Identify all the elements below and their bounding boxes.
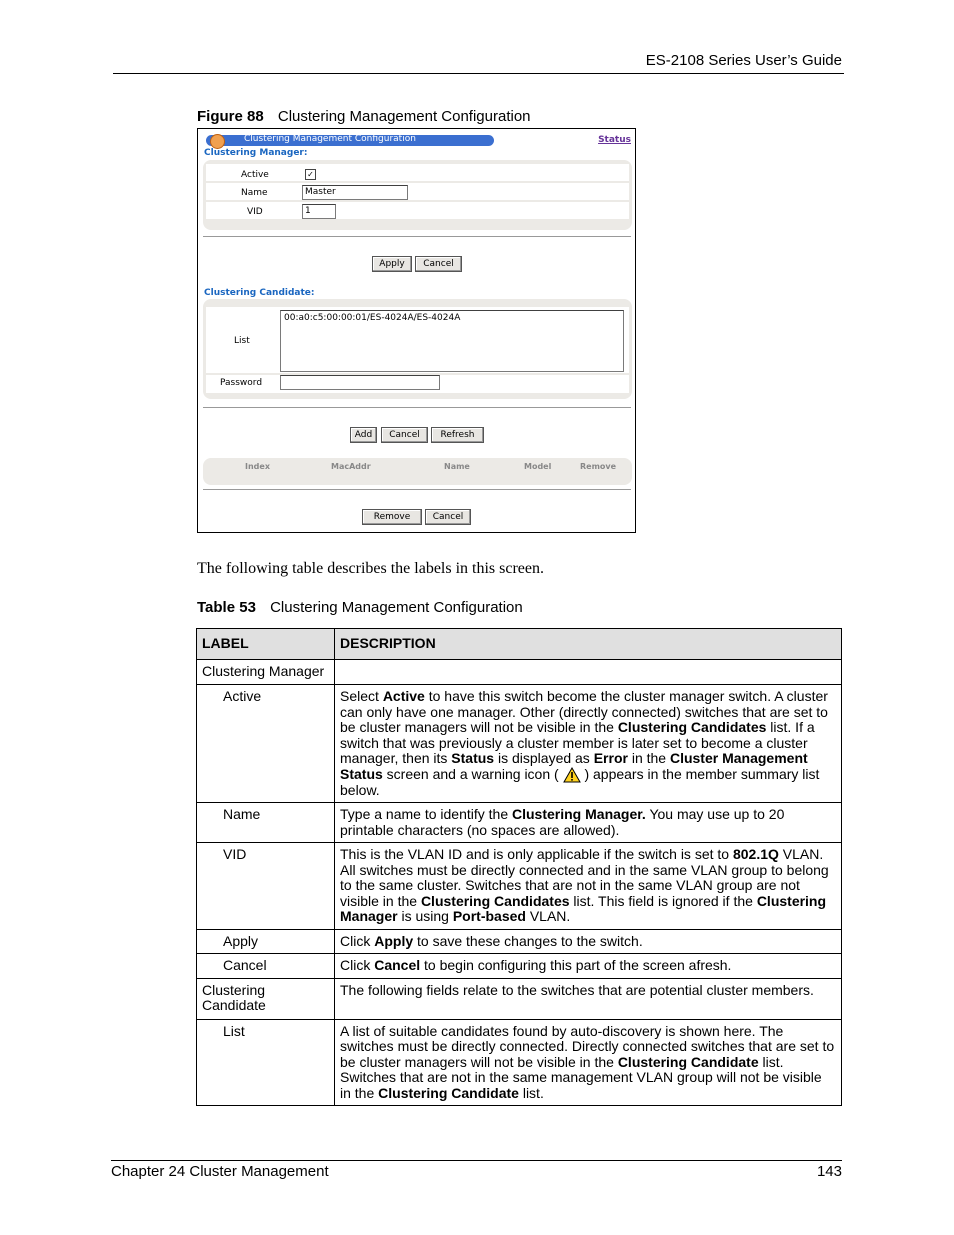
guide-title: ES-2108 Series User’s Guide xyxy=(645,52,842,69)
figure-caption-text: Clustering Management Configuration xyxy=(277,108,531,125)
figure-number: Figure 88 xyxy=(197,108,264,125)
active-checkbox[interactable]: ✓ xyxy=(305,169,316,180)
column-header-model: Model xyxy=(524,462,552,471)
page-number: 143 xyxy=(816,1163,842,1180)
remove-button[interactable]: Remove xyxy=(362,509,422,525)
list-label: List xyxy=(234,336,250,346)
table-row xyxy=(197,978,842,1019)
candidate-listbox[interactable] xyxy=(280,310,624,372)
column-header-index: Index xyxy=(245,462,270,471)
row-label: List xyxy=(197,1019,335,1106)
table-number: Table 53 xyxy=(197,599,256,616)
column-header-macaddr: MacAddr xyxy=(331,462,371,471)
table-row xyxy=(197,1019,842,1106)
active-label: Active xyxy=(241,170,269,180)
title-orb-icon xyxy=(210,134,225,149)
table-row xyxy=(197,803,842,843)
status-link[interactable]: Status xyxy=(598,135,631,145)
row-description: Type a name to identify the Clustering Manager. You may use up to 20 printable characters (no spaces are allowed). xyxy=(335,803,842,843)
table-row xyxy=(197,660,842,685)
divider xyxy=(203,236,631,237)
header-rule xyxy=(113,73,844,74)
add-button[interactable]: Add xyxy=(350,427,377,443)
row-description: Select Active to have this switch become the cluster manager switch. A cluster can only have one manager. Other (directly connected) switches that are set to be cluster managers will not be visible in the Clustering Candidates list. If a switch that was previously a cluster member is later set to become a cluster manager, then its Status is displayed as Error in the Cluster Management Status screen and a warning icon ( ) appears in the member summary list below. xyxy=(335,685,842,803)
password-label: Password xyxy=(220,378,263,388)
table-caption-text: Clustering Management Configuration xyxy=(270,599,523,616)
chapter-title: Chapter 24 Cluster Management xyxy=(111,1163,329,1180)
column-header-name: Name xyxy=(444,462,470,471)
table-row xyxy=(197,685,842,803)
password-input[interactable] xyxy=(280,375,440,390)
row-description: Click Cancel to begin configuring this part of the screen afresh. xyxy=(335,954,842,979)
table-caption xyxy=(197,599,523,616)
name-label: Name xyxy=(241,188,268,198)
column-header-remove: Remove xyxy=(580,462,617,471)
vid-row xyxy=(206,202,629,219)
column-header-label: LABEL xyxy=(197,629,335,660)
row-description: This is the VLAN ID and is only applicable if the switch is set to 802.1Q VLAN. All switches must be directly connected and in the same VLAN group to belong to the same cluster. Switches that are not in the same VLAN group are not visible in the Clustering Candidates list. This field is ignored if the Clustering Manager is using Port-based VLAN. xyxy=(335,843,842,930)
intro-paragraph: The following table describes the labels in this screen. xyxy=(197,560,545,577)
figure-caption xyxy=(197,108,531,125)
label-description-table xyxy=(196,628,842,1106)
row-description: The following fields relate to the switches that are potential cluster members. xyxy=(335,978,842,1019)
row-description: A list of suitable candidates found by auto-discovery is shown here. The switches must be directly connected. Directly connected switches that are set to be cluster managers will not be visible in the Clustering Candidate list. Switches that are not in the same management VLAN group will not be visible in the Clustering Candidate list. xyxy=(335,1019,842,1106)
column-header-description: DESCRIPTION xyxy=(335,629,842,660)
row-label: Name xyxy=(197,803,335,843)
row-label: Active xyxy=(197,685,335,803)
cancel-button[interactable]: Cancel xyxy=(415,256,462,272)
manager-section-title: Clustering Manager: xyxy=(204,148,308,158)
table-row xyxy=(197,929,842,954)
table-row xyxy=(197,843,842,930)
candidate-panel xyxy=(203,299,632,399)
name-row xyxy=(206,183,629,200)
candidate-list-item[interactable]: 00:a0:c5:00:00:01/ES-4024A/ES-4024A xyxy=(284,313,461,323)
vid-input[interactable]: 1 xyxy=(302,204,336,219)
row-description: Click Apply to save these changes to the switch. xyxy=(335,929,842,954)
row-label: VID xyxy=(197,843,335,930)
table-row xyxy=(197,954,842,979)
candidate-section-title: Clustering Candidate: xyxy=(204,288,315,298)
divider xyxy=(203,407,631,408)
clustering-config-screenshot xyxy=(197,128,636,533)
row-description xyxy=(335,660,842,685)
footer-rule xyxy=(111,1160,842,1161)
cancel-button[interactable]: Cancel xyxy=(381,427,428,443)
manager-panel xyxy=(203,160,632,230)
refresh-button[interactable]: Refresh xyxy=(431,427,484,443)
row-label: Cancel xyxy=(197,954,335,979)
title-bar xyxy=(206,135,494,146)
divider xyxy=(203,489,631,490)
member-table-panel xyxy=(203,458,632,485)
row-label: Clustering Candidate xyxy=(197,978,335,1019)
table-header-row xyxy=(197,629,842,660)
active-row xyxy=(206,164,629,181)
vid-label: VID xyxy=(247,207,263,217)
warning-triangle-icon xyxy=(563,767,581,783)
title-bar-text: Clustering Management Configuration xyxy=(244,134,416,144)
row-label: Clustering Manager xyxy=(197,660,335,685)
row-label: Apply xyxy=(197,929,335,954)
name-input[interactable]: Master xyxy=(302,185,408,200)
cancel-button[interactable]: Cancel xyxy=(425,509,471,525)
apply-button[interactable]: Apply xyxy=(372,256,412,272)
